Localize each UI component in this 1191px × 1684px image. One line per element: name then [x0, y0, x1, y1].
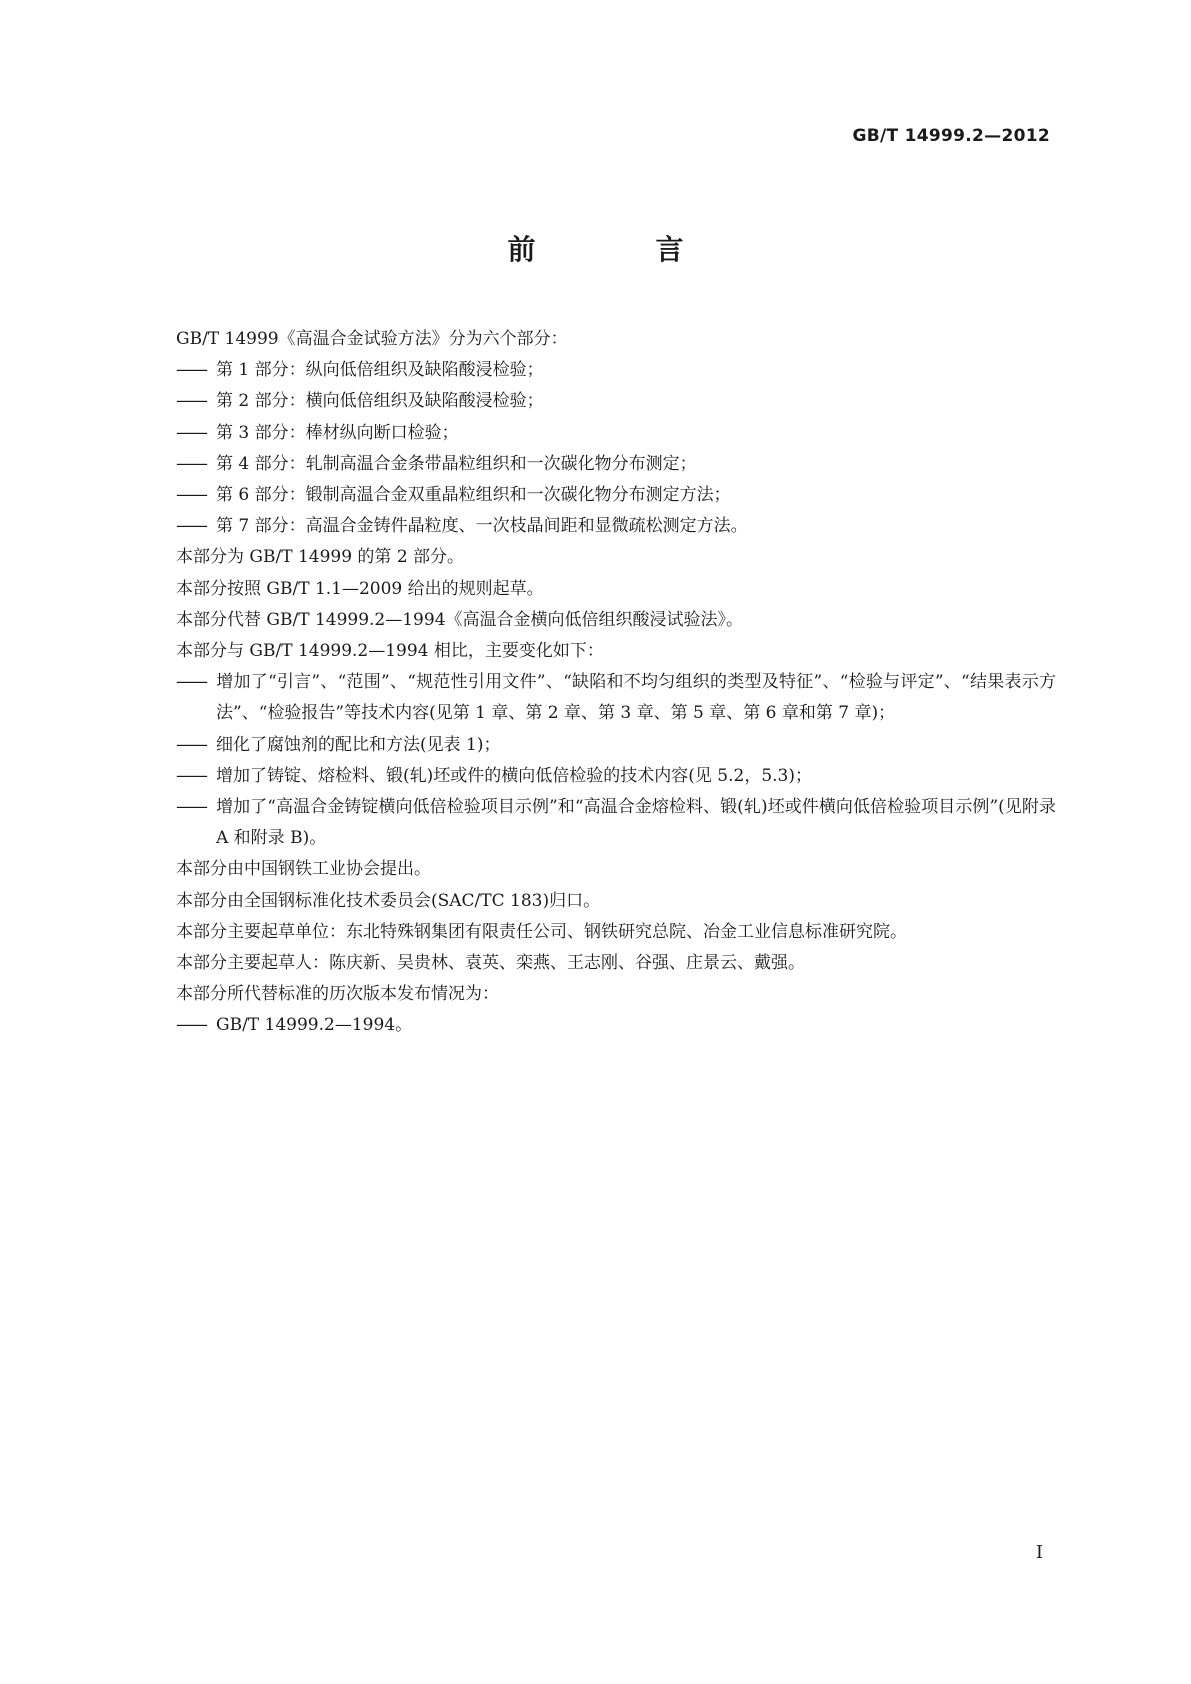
part-list-item — [176, 386, 1056, 417]
dash-mark: —— — [176, 1015, 206, 1036]
dash-mark: —— — [176, 516, 206, 537]
body-paragraph: 本部分所代替标准的历次版本发布情况为： — [176, 984, 499, 1005]
change-list-item — [176, 761, 1056, 792]
part-list-item — [176, 511, 1056, 542]
body-paragraph: 本部分按照 GB/T 1.1—2009 给出的规则起草。 — [176, 578, 544, 599]
version-list-item — [176, 1010, 1056, 1041]
change-list-item — [176, 792, 1056, 854]
dash-mark: —— — [176, 797, 206, 818]
dash-mark: —— — [176, 422, 206, 443]
part-list-text: 第 1 部分：纵向低倍组织及缺陷酸浸检验； — [216, 360, 544, 381]
dash-mark: —— — [176, 765, 206, 786]
body-paragraph: 本部分由中国钢铁工业协会提出。 — [176, 859, 431, 880]
change-list-text: 增加了铸锭、熔检料、锻(轧)坯或件的横向低倍检验的技术内容(见 5.2，5.3)； — [216, 765, 813, 786]
part-list-text: 第 2 部分：横向低倍组织及缺陷酸浸检验； — [216, 391, 544, 412]
part-list-item — [176, 480, 1056, 511]
change-list-item — [176, 730, 1056, 761]
part-list-item — [176, 355, 1056, 386]
body-paragraph: 本部分与 GB/T 14999.2—1994 相比，主要变化如下： — [176, 641, 604, 662]
page-title: 前 言 — [507, 233, 730, 266]
document-body — [176, 324, 1056, 1042]
part-list-text: 第 4 部分：轧制高温合金条带晶粒组织和一次碳化物分布测定； — [216, 453, 697, 474]
change-list-text: 细化了腐蚀剂的配比和方法(见表 1)； — [216, 734, 501, 755]
part-list-item — [176, 418, 1056, 449]
version-list-text: GB/T 14999.2—1994。 — [216, 1015, 413, 1036]
change-list-text: 增加了“高温合金铸锭横向低倍检验项目示例”和“高温合金熔检料、锻(轧)坯或件横向低倍检验项目示例”(见附录 A 和附录 B)。 — [216, 797, 1056, 849]
dash-mark: —— — [176, 360, 206, 381]
part-list-text: 第 6 部分：锻制高温合金双重晶粒组织和一次碳化物分布测定方法； — [216, 485, 731, 506]
intro-paragraph: GB/T 14999《高温合金试验方法》分为六个部分： — [176, 329, 568, 349]
part-list-text: 第 7 部分：高温合金铸件晶粒度、一次枝晶间距和显微疏松测定方法。 — [216, 516, 748, 537]
change-list-text: 增加了“引言”、“范围”、“规范性引用文件”、“缺陷和不均匀组织的类型及特征”、“检验与评定”、“结果表示方法”、“检验报告”等技术内容(见第 1 章、第 2 章、第 3 章、第 5 章、第 6 章和第 7 章)； — [216, 672, 1056, 724]
dash-mark: —— — [176, 453, 206, 474]
change-list-item — [176, 667, 1056, 729]
dash-mark: —— — [176, 485, 206, 506]
body-paragraph: 本部分由全国钢标准化技术委员会(SAC/TC 183)归口。 — [176, 890, 601, 911]
dash-mark: —— — [176, 734, 206, 755]
page-number: I — [1035, 1542, 1043, 1563]
dash-mark: —— — [176, 672, 206, 693]
body-paragraph: 本部分主要起草人：陈庆新、吴贵林、袁英、栾燕、王志刚、谷强、庄景云、戴强。 — [176, 953, 805, 974]
dash-mark: —— — [176, 391, 206, 412]
standard-number: GB/T 14999.2—2012 — [852, 126, 1050, 146]
part-list-item — [176, 449, 1056, 480]
body-paragraph: 本部分主要起草单位：东北特殊钢集团有限责任公司、钢铁研究总院、冶金工业信息标准研究院。 — [176, 921, 907, 942]
body-paragraph: 本部分代替 GB/T 14999.2—1994《高温合金横向低倍组织酸浸试验法》。 — [176, 609, 744, 630]
body-paragraph: 本部分为 GB/T 14999 的第 2 部分。 — [176, 547, 465, 568]
part-list-text: 第 3 部分：棒材纵向断口检验； — [216, 422, 459, 443]
